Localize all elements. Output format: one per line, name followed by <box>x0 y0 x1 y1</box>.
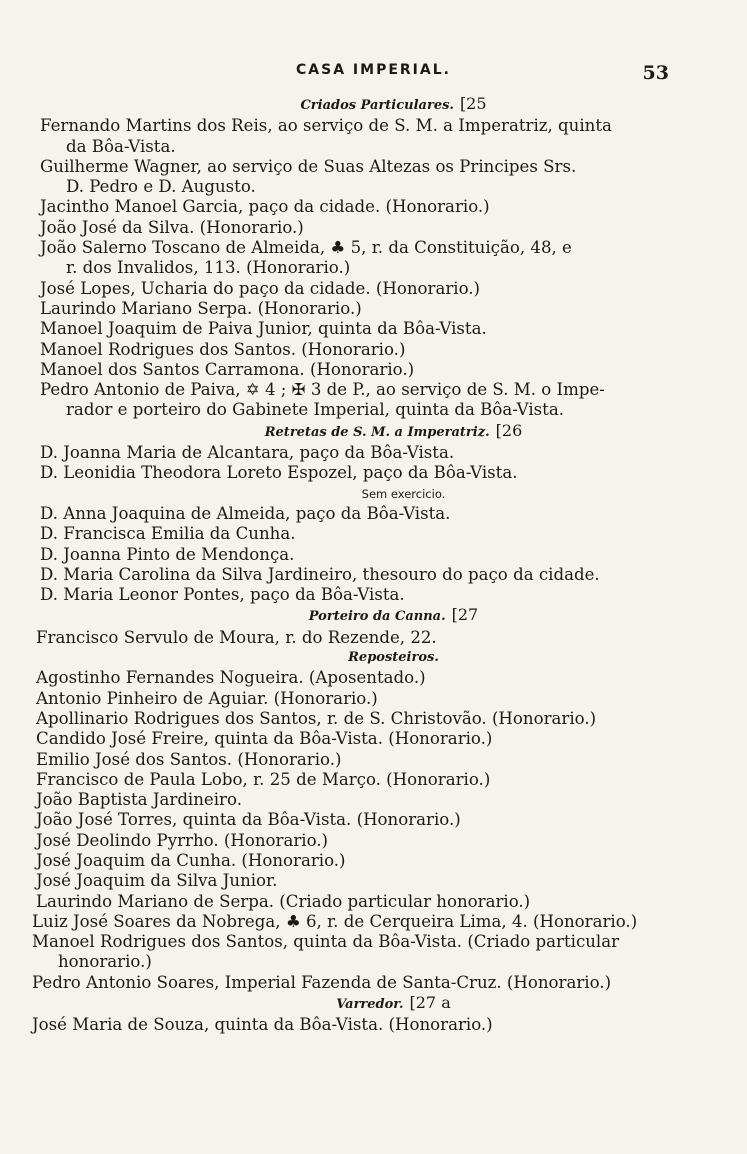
entry-text: Francisco Servulo de Moura, r. do Rezende, 22. <box>36 627 437 647</box>
entry-text: D. Maria Carolina da Silva Jardineiro, thesouro do paço da cidade. <box>40 564 600 584</box>
entry-text: Laurindo Mariano Serpa. (Honorario.) <box>40 298 362 318</box>
page-content <box>0 94 747 1036</box>
subheading-sem-exercicio: Sem exercicio. <box>361 486 446 501</box>
list-item <box>32 912 747 932</box>
list-item <box>36 851 747 871</box>
list-item-continuation <box>40 258 747 278</box>
entry-text: Agostinho Fernandes Nogueira. (Aposentado.) <box>36 668 426 688</box>
list-item <box>36 810 747 830</box>
list-item <box>40 565 747 585</box>
list-item <box>36 689 747 709</box>
list-item <box>32 1015 747 1035</box>
list-item <box>40 157 747 177</box>
entry-text: João Salerno Toscano de Almeida, ♣ 5, r. da Constituição, 48, e <box>40 238 572 258</box>
list-item <box>40 197 747 217</box>
list-item <box>40 238 747 258</box>
section-heading-porteiro <box>40 605 747 627</box>
entry-text: João Baptista Jardineiro. <box>36 790 242 810</box>
list-item <box>40 218 747 238</box>
list-item-continuation <box>40 137 747 157</box>
entry-text: Manoel dos Santos Carramona. (Honorario.) <box>40 359 415 379</box>
list-item <box>36 750 747 770</box>
entry-text: D. Francisca Emilia da Cunha. <box>40 524 296 544</box>
entry-text: Pedro Antonio Soares, Imperial Fazenda de Santa-Cruz. (Honorario.) <box>32 972 612 992</box>
running-head <box>0 62 747 86</box>
list-item <box>36 709 747 729</box>
section-heading-retretas <box>40 421 747 443</box>
list-item <box>40 380 747 400</box>
entry-text: Manoel Joaquim de Paiva Junior, quinta da Bôa-Vista. <box>40 319 487 339</box>
entry-text: D. Joanna Pinto de Mendonça. <box>40 544 295 564</box>
list-item <box>32 973 747 993</box>
list-item <box>36 831 747 851</box>
list-item <box>40 585 747 605</box>
list-item <box>40 319 747 339</box>
section-title: Reposteiros. <box>348 650 439 666</box>
list-item <box>40 504 747 524</box>
entry-text: Manoel Rodrigues dos Santos, quinta da Bôa-Vista. (Criado particular <box>32 932 620 952</box>
entry-text: Jacintho Manoel Garcia, paço da cidade. (Honorario.) <box>40 197 490 217</box>
entry-text: D. Pedro e D. Augusto. <box>66 177 256 197</box>
list-item <box>36 628 747 648</box>
entry-text: Guilherme Wagner, ao serviço de Suas Altezas os Principes Srs. <box>40 156 577 176</box>
entry-text: João José Torres, quinta da Bôa-Vista. (Honorario.) <box>36 810 461 830</box>
entry-text: José Joaquim da Cunha. (Honorario.) <box>36 850 346 870</box>
entry-text: Fernando Martins dos Reis, ao serviço de S. M. a Imperatriz, quinta <box>40 116 612 136</box>
running-title: CASA IMPERIAL. <box>296 62 451 78</box>
entry-text: D. Joanna Maria de Alcantara, paço da Bôa-Vista. <box>40 443 455 463</box>
entry-text: João José da Silva. (Honorario.) <box>40 217 304 237</box>
entry-text: D. Leonidia Theodora Loreto Espozel, paço da Bôa-Vista. <box>40 463 518 483</box>
section-number: [27 <box>451 605 479 625</box>
entry-text: rador e porteiro do Gabinete Imperial, quinta da Bôa-Vista. <box>66 400 564 420</box>
entry-text: José Joaquim da Silva Junior. <box>36 871 278 891</box>
section-title: Varredor. <box>336 997 404 1013</box>
list-item <box>32 932 747 952</box>
entry-text: r. dos Invalidos, 113. (Honorario.) <box>66 258 351 278</box>
section-heading-varredor <box>40 993 747 1015</box>
page-number: 53 <box>642 62 669 84</box>
entry-text: Manoel Rodrigues dos Santos. (Honorario.) <box>40 339 406 359</box>
entry-text: José Deolindo Pyrrho. (Honorario.) <box>36 830 329 850</box>
list-item <box>36 790 747 810</box>
entry-text: Laurindo Mariano de Serpa. (Criado particular honorario.) <box>36 891 531 911</box>
section-title: Retretas de S. M. a Imperatriz. <box>264 424 490 440</box>
entry-text: José Lopes, Ucharia do paço da cidade. (Honorario.) <box>40 278 481 298</box>
list-item <box>36 668 747 688</box>
entry-text: Emilio José dos Santos. (Honorario.) <box>36 749 342 769</box>
list-item-continuation <box>32 952 747 972</box>
section-number: [26 <box>495 420 523 440</box>
list-item <box>40 463 747 483</box>
entry-text: Apollinario Rodrigues dos Santos, r. de S. Christovão. (Honorario.) <box>36 708 597 728</box>
section-number: [25 <box>459 94 487 113</box>
entry-text: Candido José Freire, quinta da Bôa-Vista. (Honorario.) <box>36 729 493 749</box>
entry-text: honorario.) <box>58 952 152 972</box>
list-item <box>36 871 747 891</box>
list-item <box>36 729 747 749</box>
list-item <box>40 545 747 565</box>
entry-text: D. Maria Leonor Pontes, paço da Bôa-Vista. <box>40 585 405 605</box>
list-item <box>40 360 747 380</box>
list-item <box>36 892 747 912</box>
entry-text: Luiz José Soares da Nobrega, ♣ 6, r. de Cerqueira Lima, 4. (Honorario.) <box>32 911 638 931</box>
entry-text: José Maria de Souza, quinta da Bôa-Vista. (Honorario.) <box>32 1015 493 1035</box>
entry-text: Antonio Pinheiro de Aguiar. (Honorario.) <box>36 688 378 708</box>
entry-text: Francisco de Paula Lobo, r. 25 de Março. (Honorario.) <box>36 769 491 789</box>
list-item <box>40 116 747 136</box>
list-item <box>40 524 747 544</box>
list-item-continuation <box>40 400 747 420</box>
list-item <box>40 279 747 299</box>
list-item <box>40 443 747 463</box>
section-title: Criados Particulares. <box>300 98 454 113</box>
list-item <box>40 299 747 319</box>
section-heading-reposteiros <box>40 648 747 668</box>
section-number: [27 a <box>409 993 451 1013</box>
section-title: Porteiro da Canna. <box>308 609 446 625</box>
entry-text: D. Anna Joaquina de Almeida, paço da Bôa-Vista. <box>40 503 451 523</box>
entry-text: Pedro Antonio de Paiva, ✡ 4 ; ✠ 3 de P., ao serviço de S. M. o Impe- <box>40 380 605 400</box>
list-item <box>40 340 747 360</box>
list-item-continuation <box>40 177 747 197</box>
entry-text: da Bôa-Vista. <box>66 136 176 156</box>
section-heading-criados <box>40 94 747 116</box>
list-item <box>36 770 747 790</box>
